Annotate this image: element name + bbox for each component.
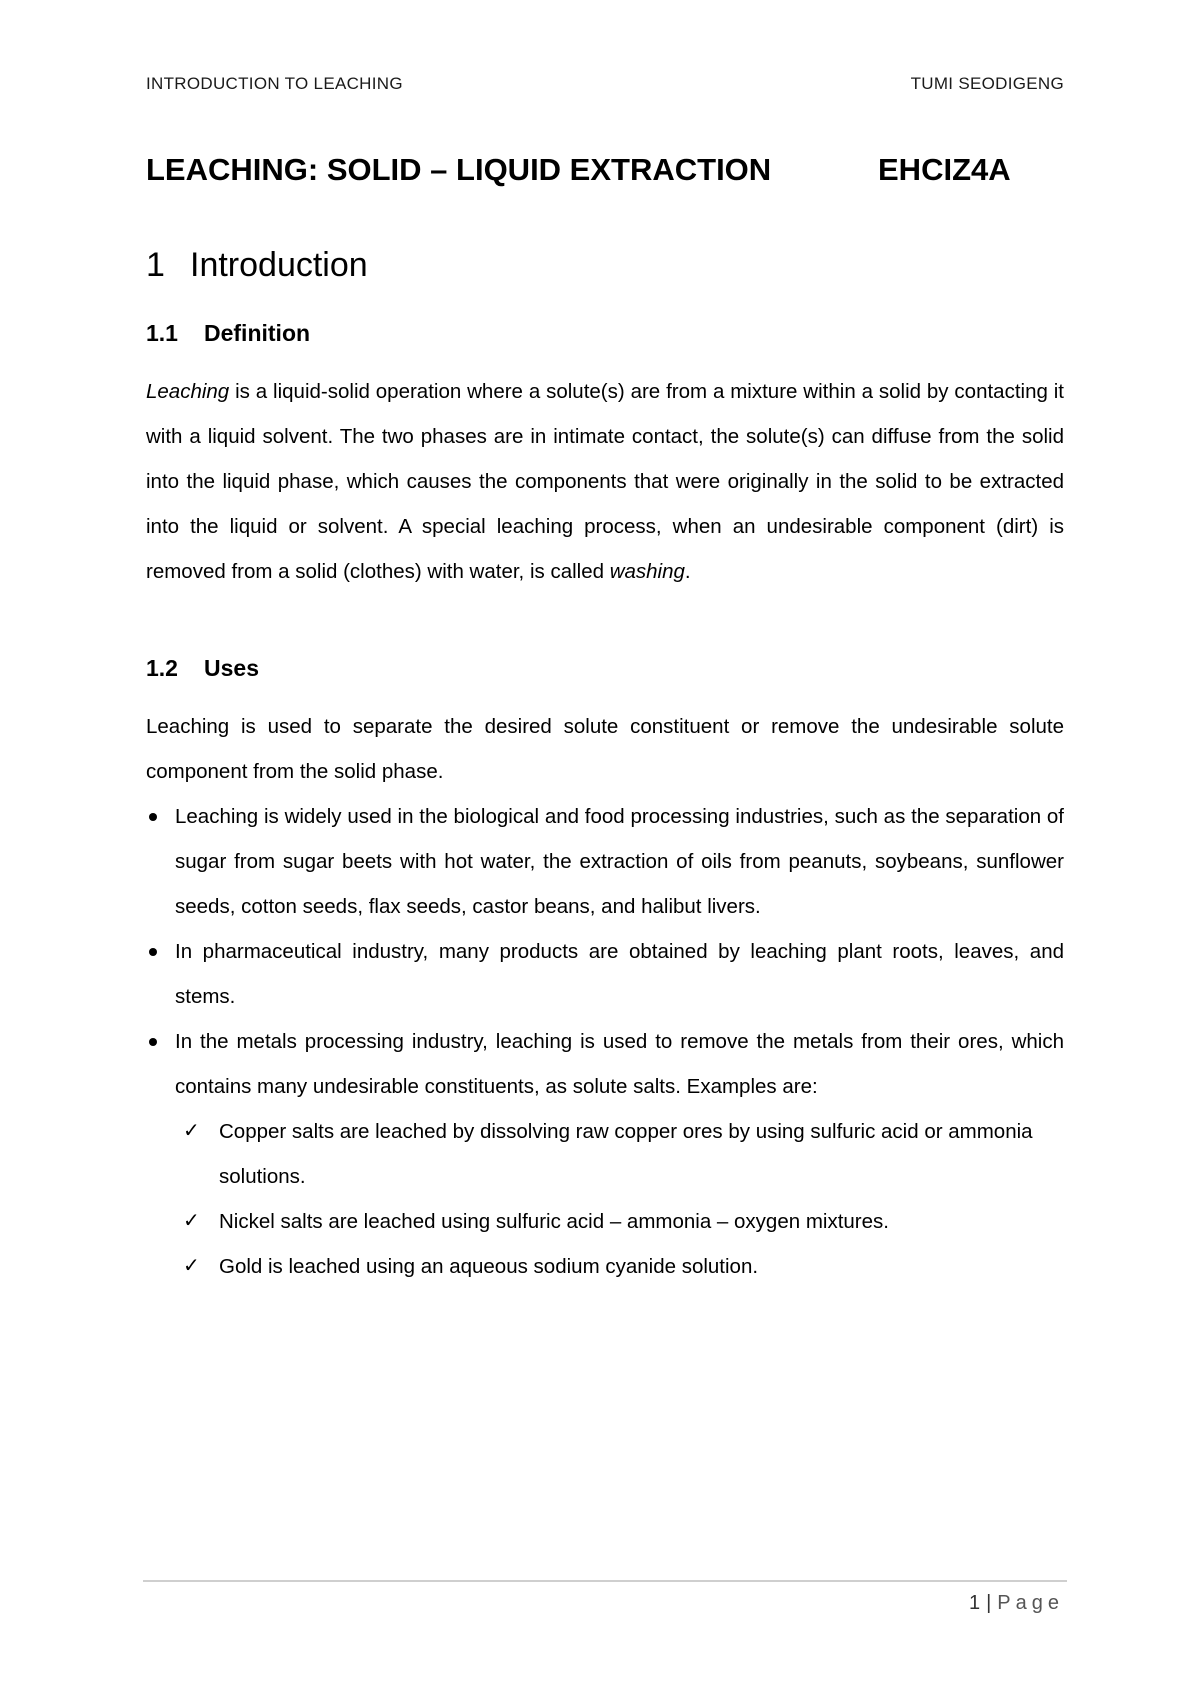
list-item: [175, 1199, 1064, 1244]
definition-paragraph: [146, 369, 1064, 594]
definition-body: is a liquid-solid operation where a solute(s) are from a mixture within a solid by contacting it with a liquid solvent. The two phases are in intimate contact, the solute(s) can diffuse from the solid into the liquid phase, which causes the components that were originally in the solid to be extracted into the liquid or solvent. A special leaching process, when an undesirable component (dirt) is removed from a solid (clothes) with water, is called: [146, 380, 1064, 583]
page-number: 1: [968, 1592, 981, 1614]
list-item-text: Gold is leached using an aqueous sodium cyanide solution.: [219, 1255, 759, 1278]
list-item: [146, 1019, 1064, 1289]
uses-bullet-list: [146, 794, 1064, 1289]
heading-introduction: [146, 243, 368, 287]
bullet-icon: [149, 1038, 157, 1046]
page-label: Page: [997, 1592, 1064, 1614]
list-item-text: Nickel salts are leached using sulfuric acid – ammonia – oxygen mixtures.: [219, 1210, 889, 1233]
footer-divider: [143, 1580, 1067, 1582]
heading-text: Definition: [204, 320, 311, 346]
heading-number: 1.2: [146, 655, 178, 681]
list-item: [175, 1109, 1064, 1199]
checkmark-icon: ✓: [183, 1120, 200, 1142]
list-item-text: In the metals processing industry, leaching is used to remove the metals from their ores, which contains many undesirable constituents, as solute salts. Examples are:: [175, 1030, 1064, 1098]
header-course: INTRODUCTION TO LEACHING: [146, 74, 403, 93]
heading-number: 1: [146, 246, 165, 284]
bullet-icon: [149, 948, 157, 956]
examples-checklist: [175, 1109, 1064, 1289]
list-item-text: In pharmaceutical industry, many products are obtained by leaching plant roots, leaves, and stems.: [175, 940, 1064, 1008]
heading-uses: [146, 653, 259, 683]
heading-text: Uses: [204, 655, 259, 681]
list-item: [175, 1244, 1064, 1289]
list-item-text: Copper salts are leached by dissolving raw copper ores by using sulfuric acid or ammonia solutions.: [219, 1120, 1033, 1188]
page-footer: [969, 1590, 1064, 1616]
heading-definition: [146, 318, 310, 348]
heading-text: Introduction: [190, 246, 368, 284]
list-item: [146, 794, 1064, 929]
heading-number: 1.1: [146, 320, 178, 346]
document-title: [146, 150, 1064, 190]
page-separator: |: [986, 1592, 992, 1614]
bullet-icon: [149, 813, 157, 821]
checkmark-icon: ✓: [183, 1255, 200, 1277]
term-leaching: Leaching: [146, 380, 230, 403]
uses-intro-paragraph: Leaching is used to separate the desired solute constituent or remove the undesirable solute component from the solid phase.: [146, 715, 1064, 783]
header-author: TUMI SEODIGENG: [910, 74, 1064, 93]
checkmark-icon: ✓: [183, 1210, 200, 1232]
term-washing: washing: [609, 560, 685, 583]
course-code: EHCIZ4A: [878, 152, 1011, 187]
list-item-text: Leaching is widely used in the biological and food processing industries, such as the separation of sugar from sugar beets with hot water, the extraction of oils from peanuts, soybeans, sunflower seeds, cotton seeds, flax seeds, castor beans, and halibut livers.: [175, 805, 1064, 918]
definition-end: .: [684, 560, 691, 583]
list-item: [146, 929, 1064, 1019]
document-title-text: LEACHING: SOLID – LIQUID EXTRACTION: [146, 152, 772, 187]
